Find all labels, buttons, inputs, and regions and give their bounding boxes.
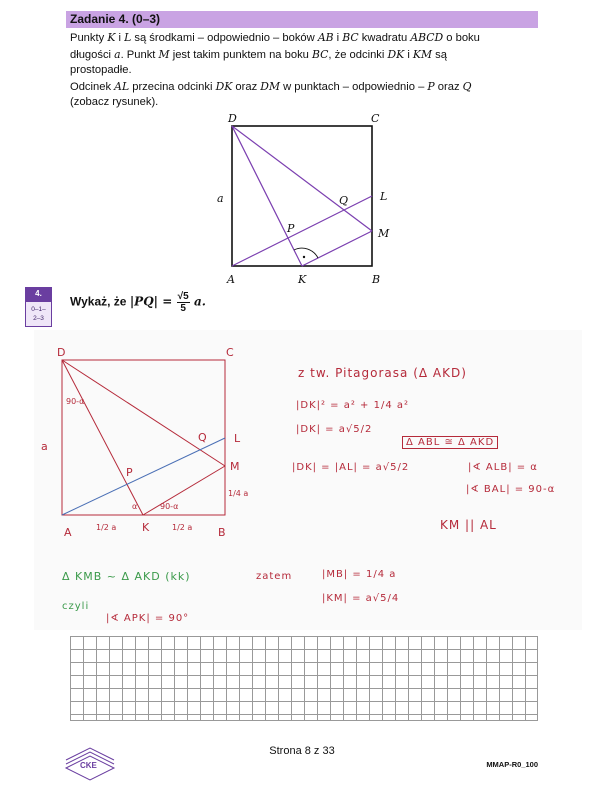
badge-points-line2: 2–3 (33, 315, 44, 322)
label-k: K (298, 273, 307, 286)
statement-text: są środkami – odpowiednio – boków (131, 32, 318, 44)
math-symbol: K (107, 31, 116, 44)
statement-text: długości (70, 48, 115, 61)
label-side-a: a (217, 192, 224, 205)
hw-eq3: |DK| = |AL| = a√5/2 (292, 462, 410, 473)
statement-text: prostopadłe. (70, 64, 132, 76)
hw-angle-top: 90-α (66, 397, 85, 406)
math-symbol: BC (342, 31, 359, 44)
math-symbol: DK (387, 47, 405, 61)
label-d: D (228, 112, 237, 125)
statement-text: są (432, 48, 447, 61)
math-symbol: BC (312, 47, 329, 61)
hw-label-q: Q (198, 431, 207, 444)
statement-text: i (115, 32, 125, 44)
badge-number: 4. (25, 287, 52, 301)
page-number: Strona 8 z 33 (269, 745, 335, 757)
hw-quarter-a: 1/4 a (228, 489, 249, 498)
math-symbol: AB (317, 31, 334, 44)
math-symbol: P (427, 79, 435, 93)
hw-apk: |∢ APK| = 90° (106, 613, 190, 624)
statement-text: o boku (443, 32, 480, 44)
hw-km: |KM| = a√5/4 (322, 593, 400, 604)
question-lhs: |PQ| = (129, 294, 173, 309)
math-symbol: DM (260, 79, 280, 93)
hw-eq2: |DK| = a√5/2 (296, 424, 373, 435)
exam-code: MMAP-R0_100 (486, 760, 538, 769)
hw-al (62, 438, 225, 515)
statement-text: kwadratu (358, 32, 411, 44)
hw-label-d: D (57, 346, 66, 359)
hw-dk (62, 360, 143, 515)
math-symbol: DK (215, 79, 233, 93)
math-symbol: Q (462, 79, 472, 93)
statement-text: oraz (434, 80, 463, 93)
statement-text: i (333, 32, 343, 44)
statement-text: Punkty (70, 32, 108, 44)
statement-text: . Punkt (120, 48, 159, 61)
hw-label-p: P (126, 466, 133, 479)
hw-mb: |MB| = 1/4 a (322, 569, 397, 580)
statement-text: oraz (232, 80, 261, 93)
hw-half-a-right: 1/2 a (172, 523, 193, 532)
label-m: M (378, 227, 390, 240)
hw-label-c: C (226, 346, 234, 359)
statement-text: , że odcinki (328, 48, 388, 61)
question-rhs: a. (194, 294, 206, 309)
math-symbol: KM (412, 47, 433, 61)
hw-czyli: czyli (62, 601, 90, 612)
hw-title: z tw. Pitagorasa (Δ AKD) (298, 366, 467, 380)
hw-label-side: a (41, 440, 48, 453)
label-a: A (227, 273, 235, 286)
label-l: L (380, 190, 388, 203)
statement-text: Odcinek (70, 80, 115, 93)
hw-congruence (402, 437, 498, 448)
hw-congruence-box: Δ ABL ≅ Δ AKD (402, 436, 498, 449)
hw-angle-alpha: α (132, 502, 138, 511)
math-symbol: ABCD (410, 31, 444, 44)
math-symbol: a (114, 47, 121, 61)
statement-text: w punktach – odpowiednio – (280, 80, 428, 93)
hw-half-a-left: 1/2 a (96, 523, 117, 532)
hw-zatem: zatem (256, 571, 293, 582)
statement-text: jest takim punktem na boku (169, 48, 312, 61)
question-lead: Wykaż, że (70, 294, 130, 309)
statement-text: przecina odcinki (129, 80, 216, 93)
hw-angle2: |∢ BAL| = 90-α (466, 484, 556, 495)
hw-label-b: B (218, 526, 226, 539)
hw-label-m: M (230, 460, 240, 473)
math-symbol: M (158, 47, 170, 61)
statement-text: i (404, 48, 413, 61)
hw-angle1: |∢ ALB| = α (468, 462, 538, 473)
hw-parallel: KM || AL (440, 518, 497, 532)
hw-label-a: A (64, 526, 72, 539)
fraction-denominator: 5 (180, 303, 186, 314)
badge-points-line1: 0–1– (31, 306, 46, 313)
math-symbol: AL (114, 79, 130, 93)
hw-angle-90a: 90-α (160, 502, 179, 511)
answer-grid (70, 636, 538, 721)
label-q: Q (339, 194, 349, 207)
label-p: P (287, 222, 295, 235)
math-symbol: L (124, 31, 132, 44)
label-c: C (371, 112, 380, 125)
label-b: B (372, 273, 381, 286)
hw-similarity: Δ KMB ~ Δ AKD (kk) (62, 570, 191, 583)
cke-logo-text: CKE (80, 761, 97, 770)
hw-eq1: |DK|² = a² + 1/4 a² (296, 400, 410, 411)
hw-km (143, 466, 225, 515)
hw-label-l: L (234, 432, 241, 445)
fraction-numerator: √5 (177, 291, 189, 302)
statement-text: (zobacz rysunek). (70, 96, 159, 108)
hw-label-k: K (142, 521, 150, 534)
task-title: Zadanie 4. (0–3) (70, 12, 161, 26)
